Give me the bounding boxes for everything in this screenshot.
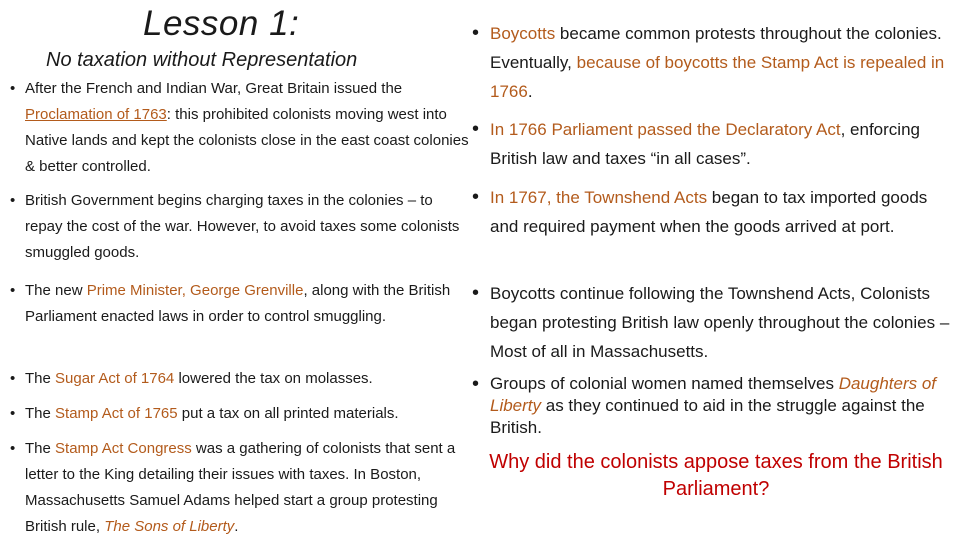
bullet-marker: • [10, 80, 16, 97]
highlight-stamp-act-congress: Stamp Act Congress [55, 440, 192, 457]
right-bullet-townshend-acts [472, 183, 958, 241]
bullet-marker: • [472, 282, 480, 304]
right-bullet-boycotts [472, 19, 958, 106]
bullet-text: British Government begins charging taxes in the colonies – to repay the cost of the war. However, to avoid taxes some colonists smuggled goods. [25, 192, 460, 261]
bullet-text: : this prohibited colonists moving west into Native lands and kept the colonists close in the east coast colonies & better controlled. [25, 106, 469, 175]
bullet-text: became common protests throughout the colonies. Eventually, [490, 24, 942, 72]
left-bullet-sugar-act [10, 366, 472, 392]
lesson-subtitle: No taxation without Representation [46, 49, 358, 71]
highlight-prime-minister: Prime Minister, George Grenville [86, 282, 304, 299]
bullet-text: The [25, 405, 56, 422]
highlight-daughters-of-liberty: Daughters of Liberty [490, 374, 937, 415]
bullet-text: The [25, 440, 56, 457]
highlight-declaratory-act: In 1766 Parliament passed the Declaratory Act [490, 120, 841, 139]
right-bullet-daughters-of-liberty [472, 373, 958, 439]
left-bullet-taxes [10, 188, 472, 266]
right-bullet-declaratory-act [472, 115, 958, 173]
bullet-marker: • [10, 405, 16, 422]
bullet-marker: • [472, 186, 480, 208]
highlight-stamp-act: Stamp Act of 1765 [55, 405, 178, 422]
bullet-text: , along with the British Parliament enacted laws in order to control smuggling. [25, 282, 451, 325]
bullet-marker: • [472, 373, 480, 395]
highlight-townshend-acts: In 1767, the Townshend Acts [490, 188, 708, 207]
bullet-text: lowered the tax on molasses. [174, 370, 373, 387]
left-bullet-proclamation [10, 76, 472, 180]
bullet-text: . [527, 82, 533, 101]
bullet-text: was a gathering of colonists that sent a letter to the King detailing their issues with taxes. In Boston, Massachusetts Samuel Adams helped start a group protesting British rule, [25, 440, 456, 535]
bullet-text: put a tax on all printed materials. [177, 405, 399, 422]
highlight-proclamation-1763: Proclamation of 1763 [25, 106, 167, 123]
discussion-question: Why did the colonists appose taxes from the British Parliament? [489, 451, 943, 500]
left-bullet-stamp-act-congress [10, 436, 472, 540]
bullet-text: The [25, 370, 56, 387]
bullet-marker: • [472, 118, 480, 140]
bullet-marker: • [10, 192, 16, 209]
bullet-marker: • [10, 282, 16, 299]
left-bullet-stamp-act [10, 401, 472, 427]
bullet-text: Boycotts continue following the Townshend Acts, Colonists began protesting British law openly throughout the colonies – Most of all in Massachusetts. [490, 284, 950, 361]
highlight-stamp-act-repealed: because of boycotts the Stamp Act is repealed in 1766 [490, 53, 945, 101]
highlight-sugar-act: Sugar Act of 1764 [55, 370, 175, 387]
right-bullet-boycotts-continue [472, 279, 958, 366]
highlight-sons-of-liberty: The Sons of Liberty [104, 518, 235, 535]
bullet-text: The new [25, 282, 87, 299]
bullet-marker: • [10, 370, 16, 387]
bullet-text: . [234, 518, 239, 535]
lesson-title: Lesson 1: [143, 4, 300, 43]
bullet-text: After the French and Indian War, Great Britain issued the [25, 80, 403, 97]
bullet-marker: • [10, 440, 16, 457]
bullet-text: began to tax imported goods and required payment when the goods arrived at port. [490, 188, 928, 236]
bullet-marker: • [472, 22, 480, 44]
highlight-boycotts: Boycotts [490, 24, 556, 43]
bullet-text: Groups of colonial women named themselves [490, 374, 839, 393]
bullet-text: , enforcing British law and taxes “in all cases”. [490, 120, 920, 168]
bullet-text: as they continued to aid in the struggle against the British. [490, 396, 925, 437]
left-bullet-grenville [10, 278, 472, 330]
